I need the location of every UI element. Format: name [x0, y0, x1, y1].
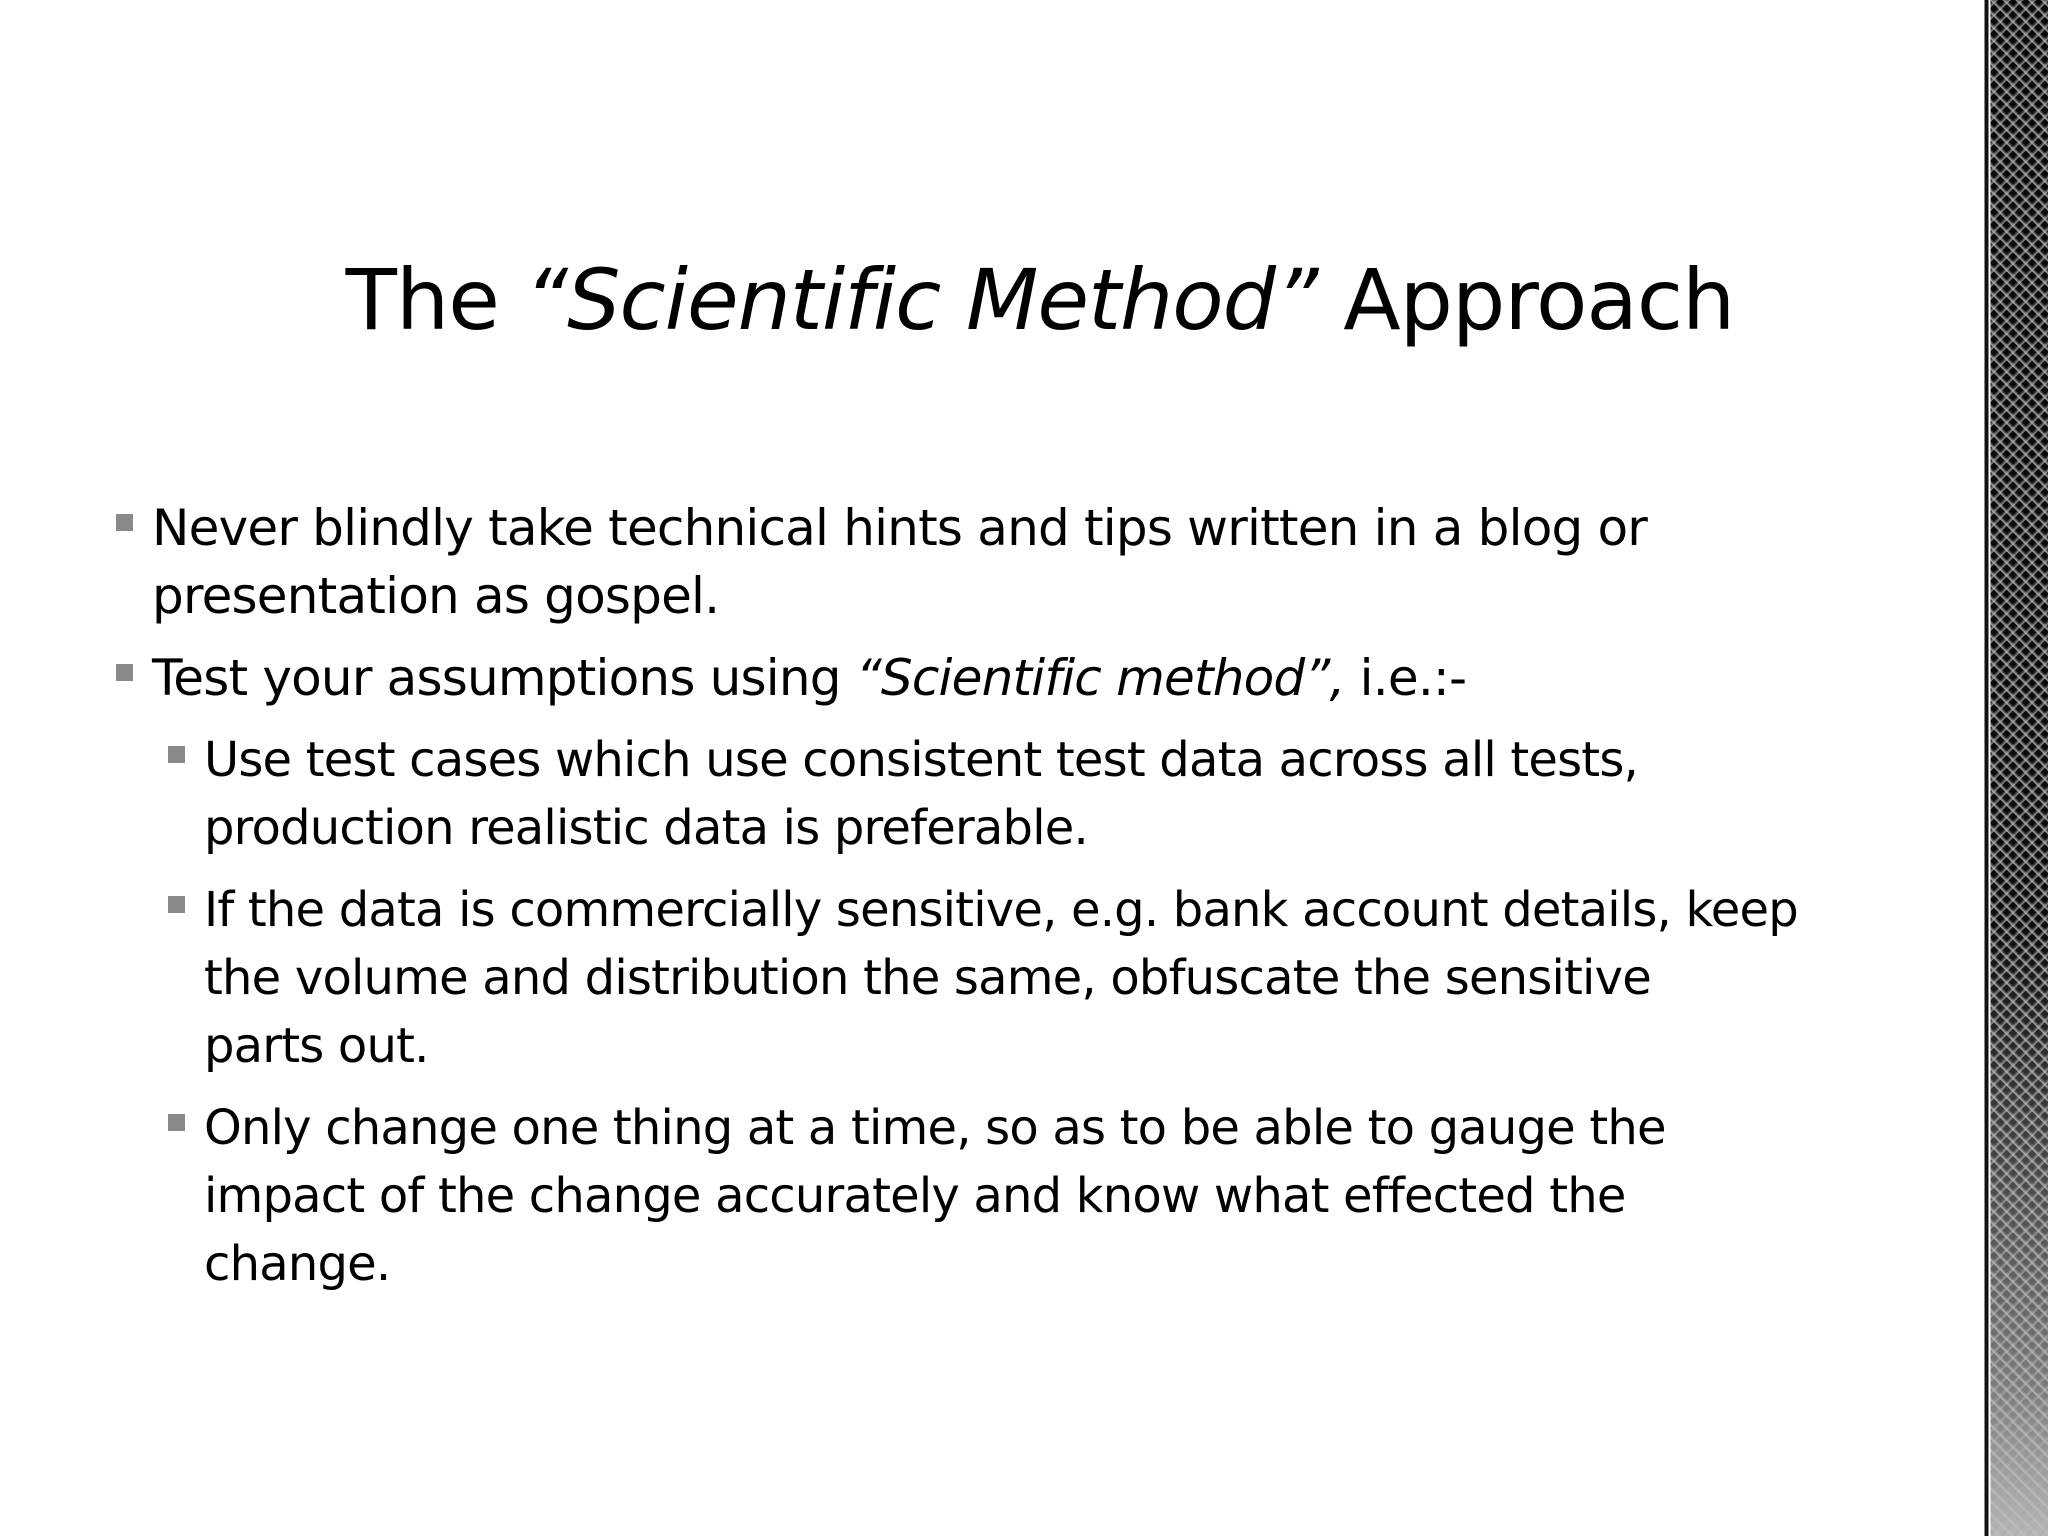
bullet-line — [152, 644, 1930, 712]
bullet-list — [110, 494, 1930, 1298]
square-bullet-icon — [168, 746, 185, 763]
sub-bullet-item-1 — [110, 726, 1930, 862]
decorative-right-border — [1978, 0, 2048, 1536]
bullet-line: the volume and distribution the same, obfuscate the sensitive — [204, 950, 1651, 1006]
bullet-text-prefix: Test your assumptions using — [152, 649, 856, 707]
sub-bullet-item-2 — [110, 876, 1930, 1080]
bullet-line: change. — [204, 1236, 391, 1292]
bullet-line: Only change one thing at a time, so as to be able to gauge the — [204, 1100, 1666, 1156]
bullet-line: Use test cases which use consistent test data across all tests, — [204, 732, 1638, 788]
slide-title — [150, 248, 1930, 352]
bullet-text-suffix: i.e.:- — [1344, 649, 1467, 707]
bullet-line: impact of the change accurately and know what effected the — [204, 1168, 1626, 1224]
square-bullet-icon — [168, 1114, 185, 1131]
title-emphasis: “Scientific Method” — [524, 251, 1318, 349]
square-bullet-icon — [116, 664, 133, 681]
sub-bullet-item-3 — [110, 1094, 1930, 1298]
bullet-line: parts out. — [204, 1018, 429, 1074]
bullet-line: production realistic data is preferable. — [204, 800, 1088, 856]
bullet-item-1 — [110, 494, 1930, 630]
bullet-line: Never blindly take technical hints and tips written in a blog or — [152, 499, 1648, 557]
bullet-text-emphasis: “Scientific method”, — [855, 649, 1345, 707]
bullet-line: If the data is commercially sensitive, e.g. bank account details, keep — [204, 882, 1798, 938]
square-bullet-icon — [168, 896, 185, 913]
square-bullet-icon — [116, 514, 133, 531]
bullet-line: presentation as gospel. — [152, 567, 720, 625]
title-prefix: The — [345, 251, 525, 349]
title-suffix: Approach — [1317, 251, 1735, 349]
bullet-item-2 — [110, 644, 1930, 712]
